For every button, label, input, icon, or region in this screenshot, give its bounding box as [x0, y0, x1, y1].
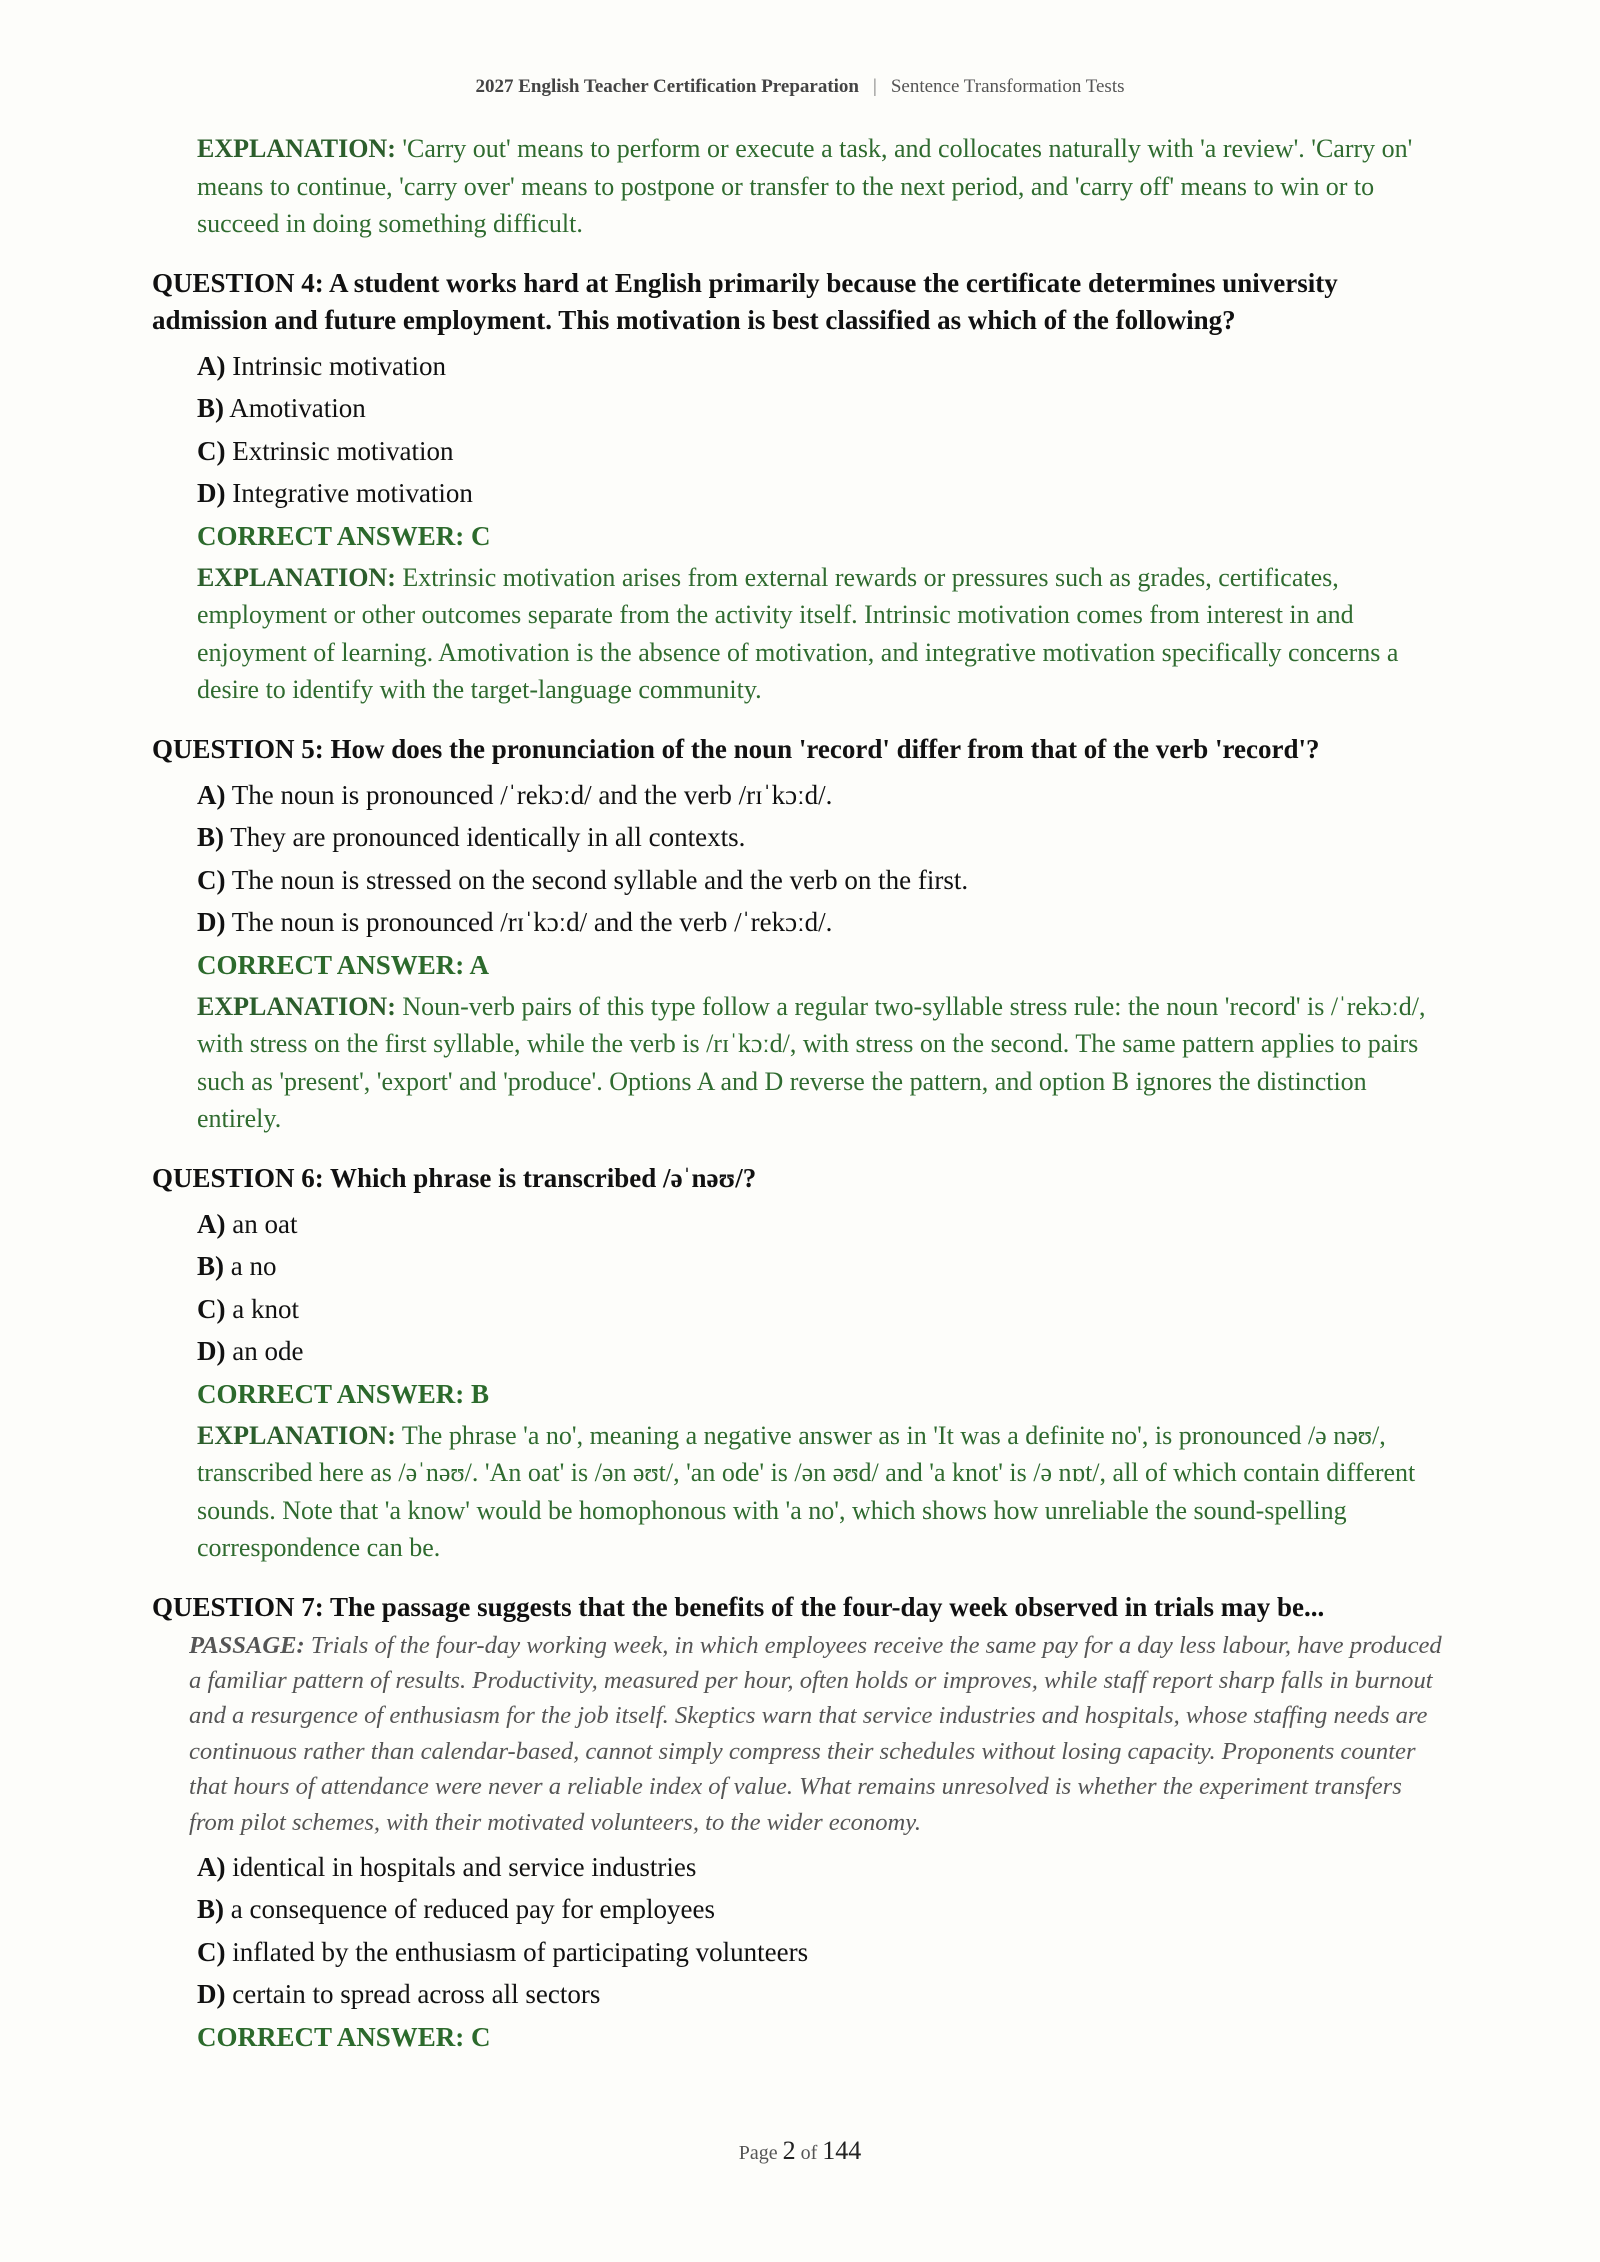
option-letter: B): [197, 822, 224, 852]
question-6-options: [197, 1203, 1442, 1373]
header-subtitle: Sentence Transformation Tests: [890, 76, 1125, 97]
option-letter: D): [197, 1979, 226, 2010]
header-separator: |: [873, 76, 877, 97]
question-5-answer: CORRECT ANSWER: A: [197, 949, 490, 980]
question-5-options: [197, 774, 1442, 944]
option-letter: A): [197, 350, 226, 381]
option-letter: C): [197, 864, 226, 895]
option-letter: B): [197, 393, 224, 423]
option-c: [197, 859, 1442, 902]
option-letter: C): [197, 1936, 226, 1967]
option-letter: A): [197, 1208, 226, 1239]
option-a: [197, 1846, 1442, 1889]
explanation-q3: [197, 130, 1442, 243]
question-7-title: QUESTION 7: The passage suggests that the benefits of the four-day week observed in trials may be...: [152, 1591, 1325, 1622]
option-b: [197, 1888, 1442, 1931]
option-letter: B): [197, 1251, 224, 1281]
header-title: 2027 English Teacher Certification Preparation: [475, 76, 859, 97]
passage-text: Trials of the four-day working week, in which employees receive the same pay for a day less labour, have produced a familiar pattern of results. Productivity, measured per hour, often holds or improves, while staff report sharp falls in burnout and a resurgence of enthusiasm for the job itself. Skeptics warn that service industries and hospitals, whose staffing needs are continuous rather than calendar-based, cannot simply compress their schedules without losing capacity. Proponents counter that hours of attendance were never a reliable index of value. What remains unresolved is whether the experiment transfers from pilot schemes, with their motivated volunteers, to the wider economy.: [189, 1631, 1442, 1836]
explanation-text: Noun-verb pairs of this type follow a regular two-syllable stress rule: the noun 'record' is /ˈrekɔːd/, with stress on the first syllable, while the verb is /rɪˈkɔːd/, with stress on the second. The same pattern applies to pairs such as 'present', 'export' and 'produce'. Options A and D reverse the pattern, and option B ignores the distinction entirely.: [197, 991, 1426, 1133]
option-letter: D): [197, 907, 226, 937]
question-6-answer: CORRECT ANSWER: B: [197, 1378, 490, 1409]
option-letter: A): [197, 1851, 226, 1882]
option-b: [197, 387, 1442, 430]
option-c: [197, 1288, 1442, 1331]
option-text: identical in hospitals and service industries: [232, 1851, 697, 1882]
option-a: [197, 774, 1442, 817]
option-text: They are pronounced identically in all contexts.: [230, 822, 746, 852]
explanation-label: EXPLANATION:: [197, 991, 396, 1021]
option-text: Intrinsic motivation: [232, 350, 446, 381]
question-6-title: QUESTION 6: Which phrase is transcribed /əˈnəʊ/?: [152, 1162, 757, 1193]
option-text: The noun is pronounced /rɪˈkɔːd/ and the verb /ˈrekɔːd/.: [231, 907, 833, 937]
page-content: [152, 130, 1442, 2060]
page-total: 144: [822, 2136, 862, 2165]
explanation-q5: [197, 988, 1442, 1138]
passage-label: PASSAGE:: [189, 1631, 305, 1659]
explanation-text: Extrinsic motivation arises from external rewards or pressures such as grades, certificates, employment or other outcomes separate from the activity itself. Intrinsic motivation comes from interest in and enjoyment of learning. Amotivation is the absence of motivation, and integrative motivation specifically concerns a desire to identify with the target-language community.: [197, 562, 1399, 704]
option-text: Amotivation: [229, 393, 366, 423]
explanation-q6: [197, 1417, 1442, 1567]
option-text: an ode: [232, 1336, 304, 1366]
option-d: [197, 901, 1442, 944]
option-c: [197, 1931, 1442, 1974]
option-letter: B): [197, 1894, 224, 1925]
explanation-label: EXPLANATION:: [197, 134, 396, 163]
option-text: certain to spread across all sectors: [232, 1979, 601, 2010]
question-7-answer: CORRECT ANSWER: C: [197, 2021, 491, 2052]
option-letter: C): [197, 435, 226, 466]
explanation-q4: [197, 559, 1442, 709]
explanation-text: 'Carry out' means to perform or execute a task, and collocates naturally with 'a review'. 'Carry on' means to continue, 'carry over' means to postpone or transfer to the next period, and 'carry off' means to win or to succeed in doing something difficult.: [197, 134, 1413, 238]
option-letter: D): [197, 1336, 226, 1366]
option-text: a consequence of reduced pay for employees: [230, 1894, 716, 1925]
page-header: [0, 76, 1600, 98]
page-word: Page: [738, 2142, 778, 2164]
question-7-options: [197, 1846, 1442, 2016]
question-4-options: [197, 345, 1442, 515]
option-text: a no: [230, 1251, 277, 1281]
option-letter: C): [197, 1293, 226, 1324]
option-text: The noun is pronounced /ˈrekɔːd/ and the verb /rɪˈkɔːd/.: [231, 779, 833, 810]
option-d: [197, 472, 1442, 515]
option-text: The noun is stressed on the second syllable and the verb on the first.: [231, 864, 969, 895]
option-a: [197, 1203, 1442, 1246]
page-number: 2: [782, 2136, 796, 2165]
explanation-label: EXPLANATION:: [197, 1420, 396, 1450]
option-text: inflated by the enthusiasm of participating volunteers: [232, 1936, 809, 1967]
option-text: Integrative motivation: [232, 478, 473, 508]
of-word: of: [800, 2142, 818, 2164]
option-c: [197, 430, 1442, 473]
option-b: [197, 816, 1442, 859]
option-text: a knot: [232, 1293, 299, 1324]
option-b: [197, 1245, 1442, 1288]
option-letter: A): [197, 779, 226, 810]
option-text: Extrinsic motivation: [232, 435, 454, 466]
question-5-title: QUESTION 5: How does the pronunciation of the noun 'record' differ from that of the verb 'record'?: [152, 733, 1320, 764]
page-footer: [0, 2136, 1600, 2166]
reading-passage: [189, 1628, 1442, 1840]
question-4-answer: CORRECT ANSWER: C: [197, 520, 491, 551]
option-text: an oat: [232, 1208, 298, 1239]
explanation-label: EXPLANATION:: [197, 562, 396, 592]
option-d: [197, 1330, 1442, 1373]
option-a: [197, 345, 1442, 388]
question-4-title: QUESTION 4: A student works hard at English primarily because the certificate determines university admission and future employment. This motivation is best classified as which of the following?: [152, 267, 1338, 335]
explanation-text: The phrase 'a no', meaning a negative answer as in 'It was a definite no', is pronounced /ə nəʊ/, transcribed here as /əˈnəʊ/. 'An oat' is /ən əʊt/, 'an ode' is /ən əʊd/ and 'a knot' is /ə nɒt/, all of which contain different sounds. Note that 'a know' would be homophonous with 'a no', which shows how unreliable the sound-spelling correspondence can be.: [197, 1420, 1416, 1562]
option-letter: D): [197, 478, 226, 508]
option-d: [197, 1973, 1442, 2016]
